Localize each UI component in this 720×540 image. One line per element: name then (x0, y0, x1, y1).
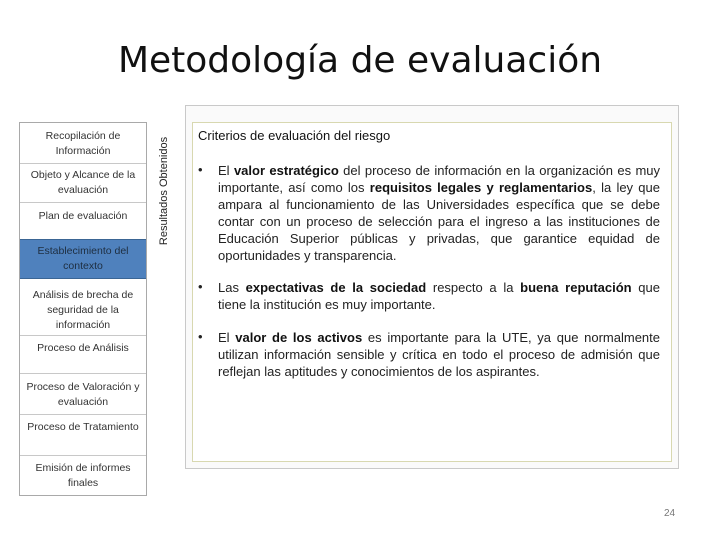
step-valoracion-evaluacion: Proceso de Valoración y evaluación (26, 381, 140, 408)
step-proceso-analisis: Proceso de Análisis (37, 342, 129, 354)
bullet-marker: • (198, 279, 203, 294)
results-vertical-label (148, 122, 180, 260)
slide-title: Metodología de evaluación (117, 40, 603, 81)
criteria-bullet-1: El valor estratégico del proceso de información en la organización es muy importante, así como los requisitos legales y reglamentarios, la ley que ampara al funcionamiento de las Universidades específica que se debe contar con un proceso de selección para el ingreso a las instituciones de Educación Superior públicas y privadas, que garantice equidad de oportunidades y transparencia. (218, 163, 661, 263)
step-recopilacion: Recopilación de Información (45, 130, 121, 157)
step-divider (20, 163, 146, 164)
criteria-bullet-3: El valor de los activos es importante para la UTE, ya que normalmente utilizan información sensible y crítica en todo el proceso de admisión que reflejan las aptitudes y conocimientos de los aspirantes. (218, 330, 660, 379)
step-divider (20, 414, 146, 415)
bullet-marker: • (198, 329, 203, 344)
step-analisis-brecha: Análisis de brecha de seguridad de la información (32, 289, 134, 331)
step-divider (20, 373, 146, 374)
step-objeto-alcance: Objeto y Alcance de la evaluación (30, 169, 136, 196)
step-emision-informes: Emisión de informes finales (35, 462, 131, 489)
criteria-title: Criterios de evaluación del riesgo (198, 128, 391, 143)
step-divider (20, 335, 146, 336)
step-establecimiento-contexto: Establecimiento del contexto (20, 239, 146, 279)
bullet-marker: • (198, 162, 203, 177)
process-steps-panel (19, 122, 147, 496)
criteria-bullet-2: Las expectativas de la sociedad respecto a la buena reputación que tiene la institución es muy importante. (218, 280, 660, 312)
step-tratamiento: Proceso de Tratamiento (27, 421, 139, 433)
results-label-text: Resultados Obtenidos (158, 136, 170, 246)
step-plan-evaluacion: Plan de evaluación (38, 210, 128, 222)
step-divider (20, 202, 146, 203)
step-divider (20, 455, 146, 456)
page-number: 24 (664, 508, 676, 519)
